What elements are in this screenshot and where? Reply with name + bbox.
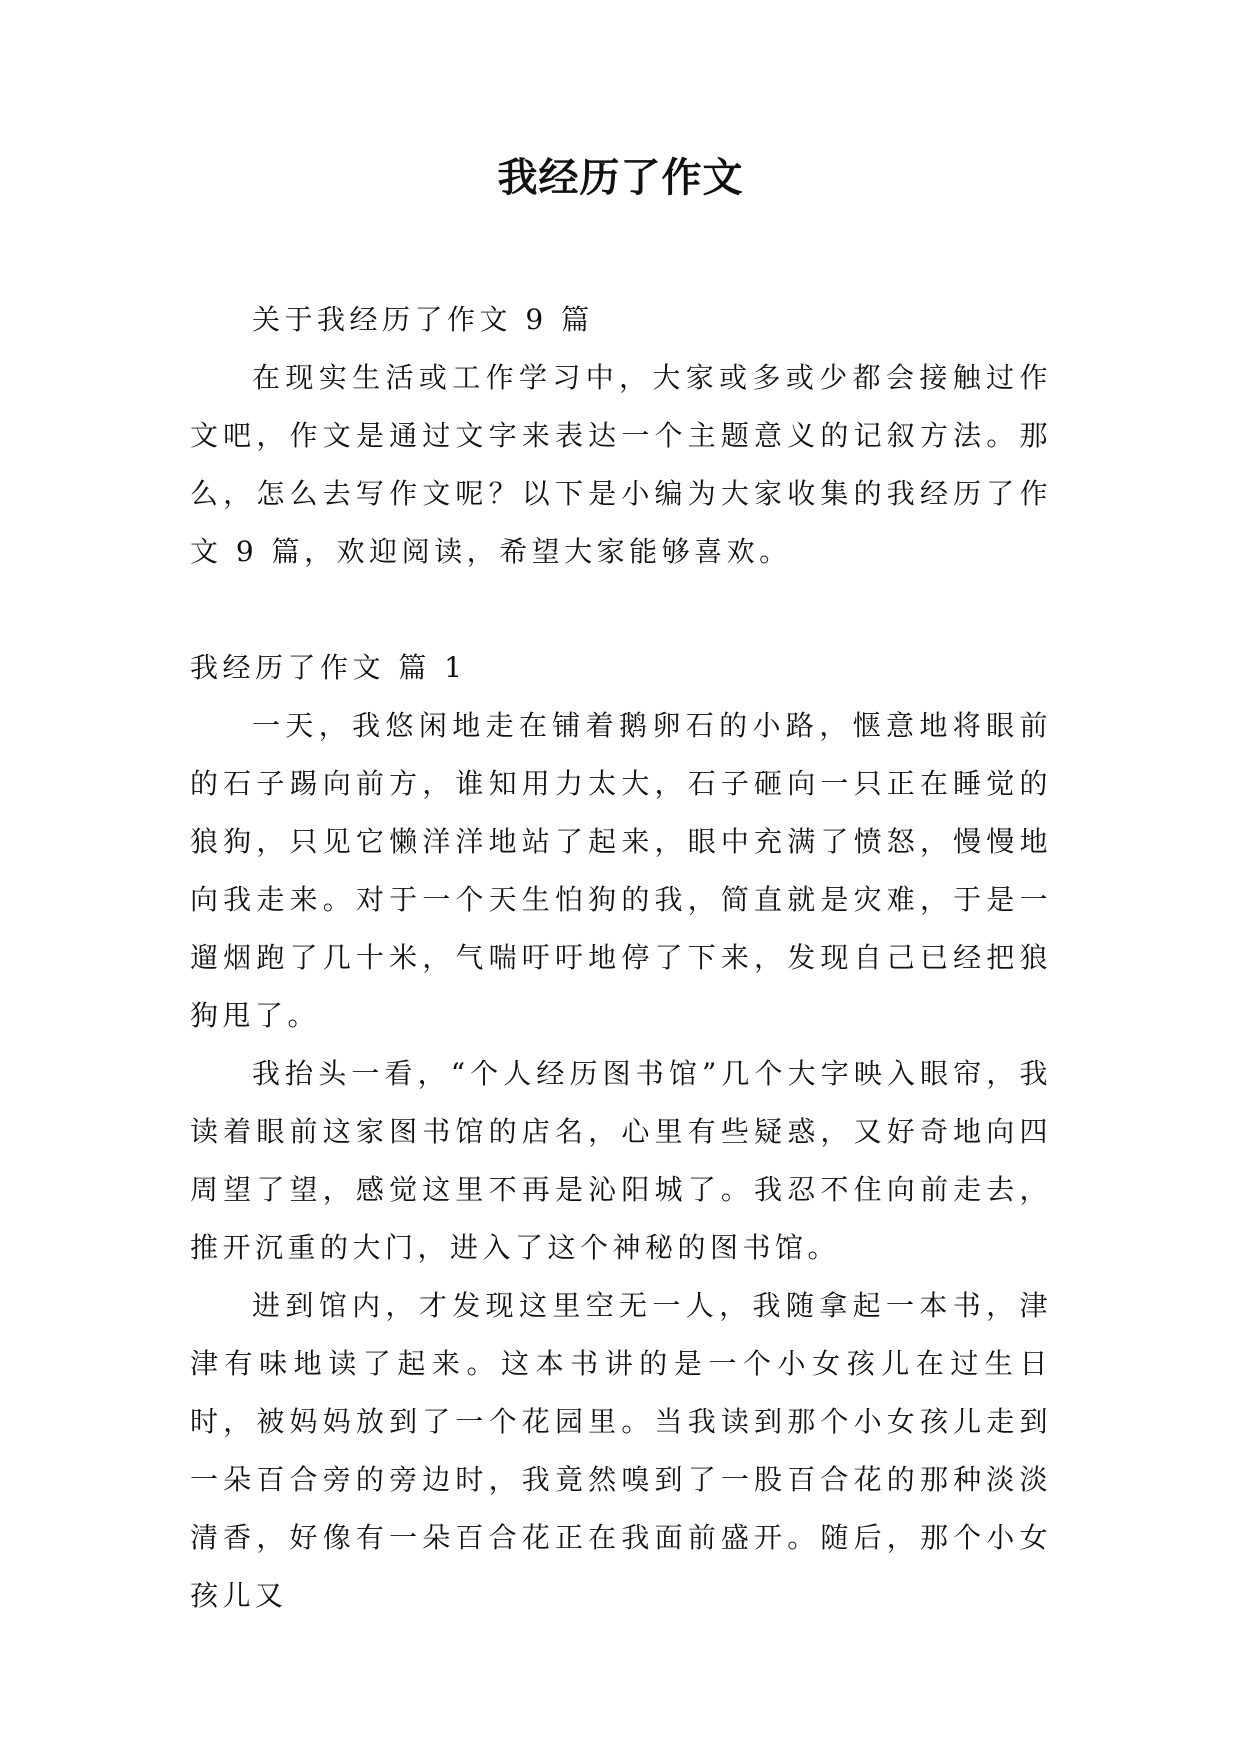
section-heading: 我经历了作文 篇 1 — [190, 651, 467, 684]
document-subtitle: 关于我经历了作文 9 篇 — [252, 303, 594, 336]
body-paragraph: 一天，我悠闲地走在铺着鹅卵石的小路，惬意地将眼前的石子踢向前方，谁知用力太大，石子砸向一只正在睡觉的狼狗，只见它懒洋洋地站了起来，眼中充满了愤怒，慢慢地向我走来。对于一个天生怕狗的我，简直就是灾难，于是一遛烟跑了几十米，气喘吁吁地停了下来，发现自己已经把狼狗甩了。 — [190, 709, 1052, 1032]
intro-paragraph: 在现实生活或工作学习中，大家或多或少都会接触过作文吧，作文是通过文字来表达一个主题意义的记叙方法。那么，怎么去写作文呢？以下是小编为大家收集的我经历了作文 9 篇，欢迎阅读，希望大家能够喜欢。 — [190, 361, 1052, 568]
document-title: 我经历了作文 — [497, 155, 744, 201]
body-paragraph: 进到馆内，才发现这里空无一人，我随拿起一本书，津津有味地读了起来。这本书讲的是一个小女孩儿在过生日时，被妈妈放到了一个花园里。当我读到那个小女孩儿走到一朵百合旁的旁边时，我竟然嗅到了一股百合花的那种淡淡清香，好像有一朵百合花正在我面前盛开。随后，那个小女孩儿又 — [190, 1289, 1052, 1612]
body-paragraph: 我抬头一看，“个人经历图书馆”几个大字映入眼帘，我读着眼前这家图书馆的店名，心里有些疑惑，又好奇地向四周望了望，感觉这里不再是沁阳城了。我忍不住向前走去，推开沉重的大门，进入了这个神秘的图书馆。 — [190, 1057, 1052, 1264]
document-body — [190, 291, 1052, 1625]
